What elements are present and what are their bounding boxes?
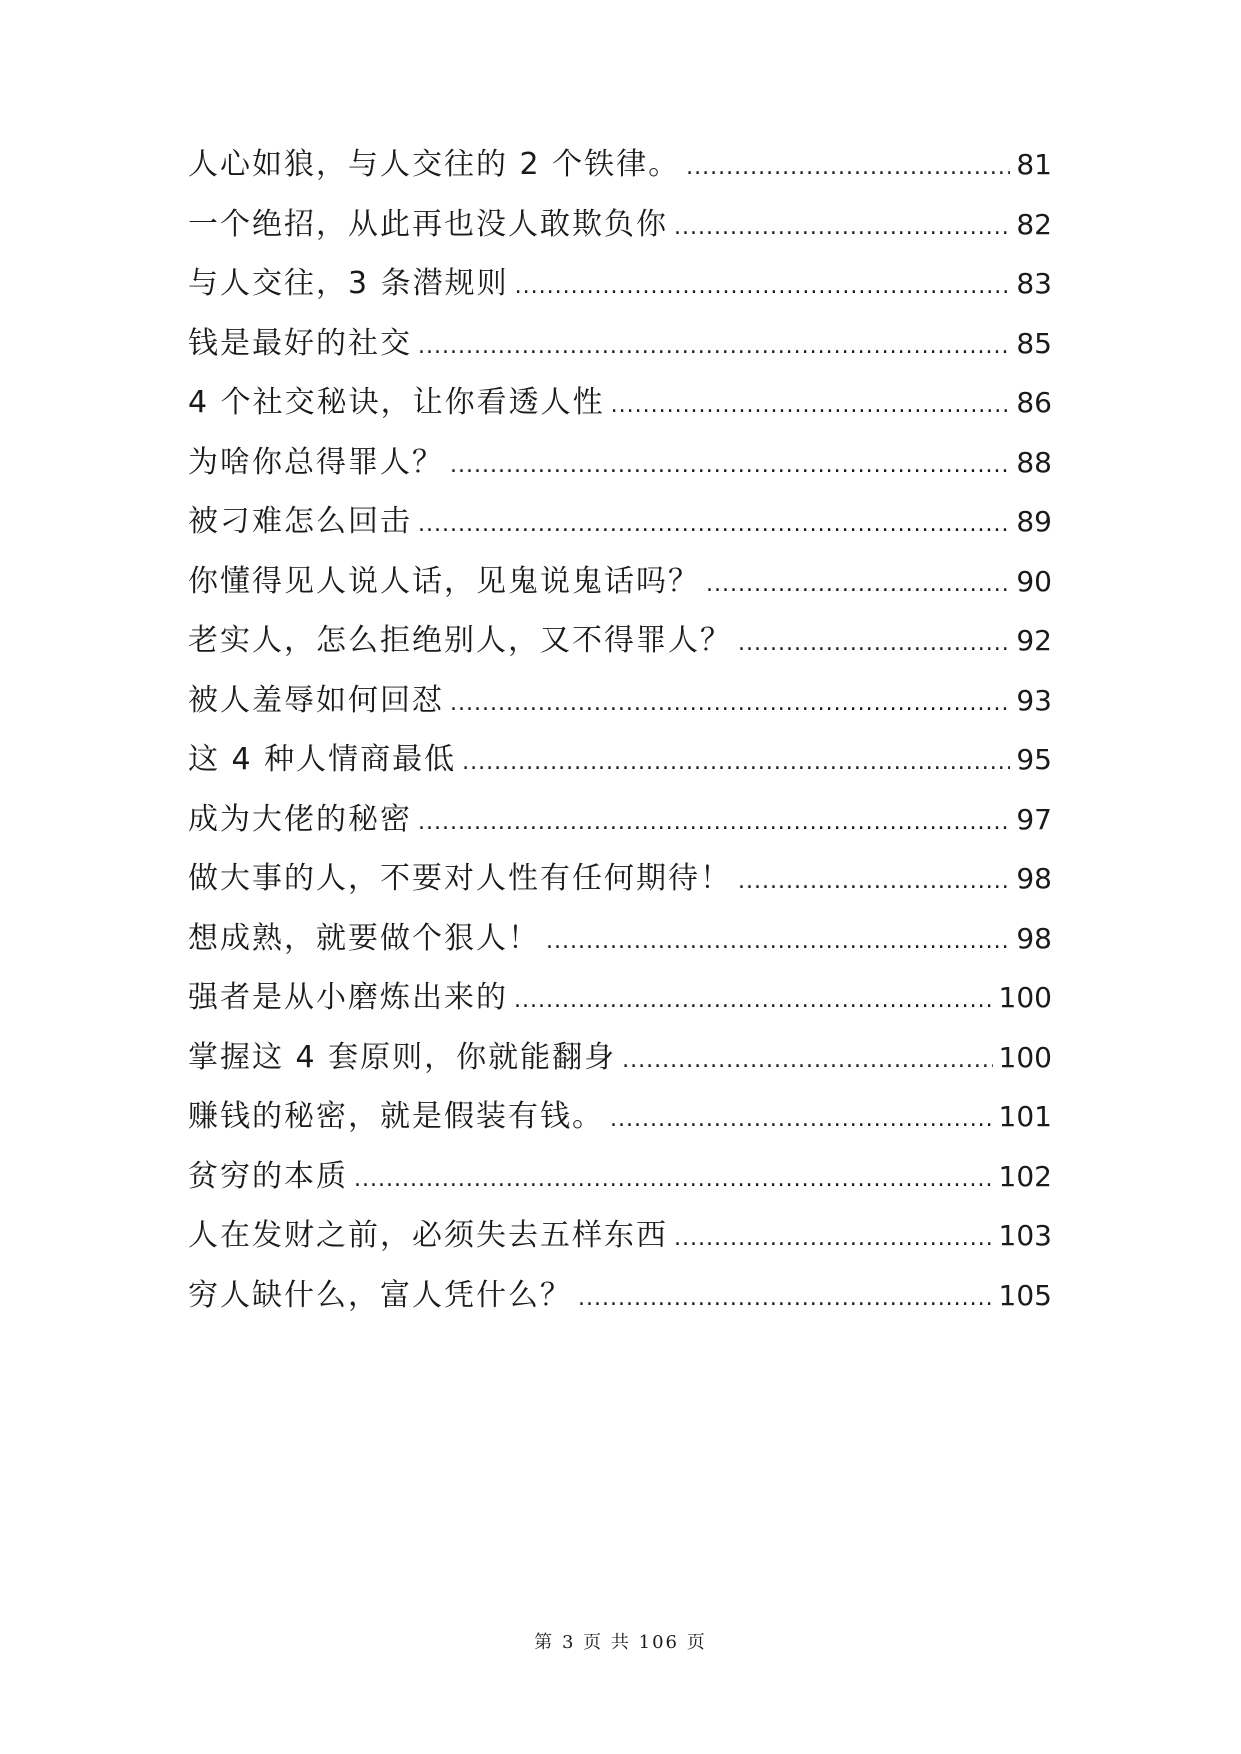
toc-entry-title: 赚钱的秘密，就是假装有钱。 bbox=[188, 1099, 604, 1134]
toc-dot-leader bbox=[622, 1041, 992, 1081]
toc-dot-leader bbox=[674, 208, 1010, 248]
toc-entry[interactable] bbox=[188, 978, 1052, 1038]
toc-dot-leader bbox=[418, 505, 1010, 545]
toc-dot-leader bbox=[514, 981, 993, 1021]
toc-dot-leader bbox=[686, 148, 1010, 188]
toc-dot-leader bbox=[578, 1279, 993, 1319]
toc-entry-title: 做大事的人，不要对人性有任何期待！ bbox=[188, 861, 732, 896]
toc-entry-page: 90 bbox=[1016, 564, 1052, 598]
toc-entry[interactable] bbox=[188, 1097, 1052, 1157]
toc-entry-title: 掌握这 4 套原则，你就能翻身 bbox=[188, 1039, 617, 1075]
toc-entry[interactable] bbox=[188, 919, 1052, 979]
table-of-contents bbox=[188, 145, 1052, 1335]
toc-dot-leader bbox=[674, 1219, 993, 1259]
toc-entry-page: 105 bbox=[998, 1278, 1052, 1312]
toc-entry-title: 强者是从小磨炼出来的 bbox=[188, 980, 508, 1015]
toc-dot-leader bbox=[610, 1100, 993, 1140]
toc-entry[interactable] bbox=[188, 1157, 1052, 1217]
toc-entry-title: 为啥你总得罪人？ bbox=[188, 444, 444, 480]
toc-entry-title: 人心如狼，与人交往的 2 个铁律。 bbox=[188, 147, 681, 182]
toc-entry-title: 4 个社交秘诀，让你看透人性 bbox=[188, 385, 605, 420]
toc-entry-page: 95 bbox=[1016, 743, 1052, 776]
toc-entry-title: 被刁难怎么回击 bbox=[188, 504, 412, 539]
toc-entry[interactable] bbox=[188, 562, 1052, 622]
toc-entry[interactable] bbox=[188, 859, 1052, 919]
toc-dot-leader bbox=[354, 1160, 993, 1200]
toc-entry-title: 穷人缺什么，富人凭什么？ bbox=[188, 1277, 572, 1313]
toc-entry[interactable] bbox=[188, 443, 1052, 503]
toc-dot-leader bbox=[450, 684, 1010, 724]
toc-entry[interactable] bbox=[188, 264, 1052, 324]
toc-entry-page: 81 bbox=[1016, 148, 1052, 181]
page-footer: 第 3 页 共 106 页 bbox=[534, 1632, 707, 1653]
toc-entry-title: 想成熟，就要做个狠人！ bbox=[188, 920, 540, 956]
toc-entry-title: 被人羞辱如何回怼 bbox=[188, 682, 444, 718]
toc-dot-leader bbox=[418, 327, 1010, 367]
toc-entry-title: 人在发财之前，必须失去五样东西 bbox=[188, 1218, 668, 1253]
toc-entry-page: 86 bbox=[1016, 386, 1052, 419]
toc-entry-title: 老实人，怎么拒绝别人，又不得罪人？ bbox=[188, 623, 732, 658]
toc-entry-title: 这 4 种人情商最低 bbox=[188, 742, 457, 777]
toc-entry-page: 85 bbox=[1016, 326, 1052, 360]
toc-entry-page: 98 bbox=[1016, 862, 1052, 895]
toc-entry-page: 101 bbox=[998, 1100, 1052, 1133]
toc-entry[interactable] bbox=[188, 1276, 1052, 1336]
toc-entry-page: 97 bbox=[1016, 802, 1052, 836]
toc-entry-title: 钱是最好的社交 bbox=[188, 325, 412, 361]
toc-dot-leader bbox=[738, 624, 1010, 664]
toc-entry-page: 92 bbox=[1016, 624, 1052, 657]
toc-dot-leader bbox=[462, 743, 1010, 783]
toc-entry-page: 100 bbox=[998, 1040, 1052, 1074]
toc-entry[interactable] bbox=[188, 205, 1052, 265]
toc-entry[interactable] bbox=[188, 324, 1052, 384]
toc-entry[interactable] bbox=[188, 681, 1052, 741]
toc-dot-leader bbox=[450, 446, 1010, 486]
toc-entry-title: 贫穷的本质 bbox=[188, 1158, 348, 1194]
toc-entry[interactable] bbox=[188, 740, 1052, 800]
toc-dot-leader bbox=[515, 267, 1011, 307]
toc-entry-page: 89 bbox=[1016, 505, 1052, 538]
toc-entry[interactable] bbox=[188, 1038, 1052, 1098]
toc-dot-leader bbox=[546, 922, 1010, 962]
toc-entry-title: 你懂得见人说人话，见鬼说鬼话吗？ bbox=[188, 563, 700, 599]
toc-entry[interactable] bbox=[188, 621, 1052, 681]
toc-entry-page: 93 bbox=[1016, 683, 1052, 717]
toc-dot-leader bbox=[611, 386, 1011, 426]
toc-entry[interactable] bbox=[188, 502, 1052, 562]
toc-entry-page: 100 bbox=[998, 981, 1052, 1014]
toc-entry-page: 82 bbox=[1016, 207, 1052, 241]
toc-entry-title: 与人交往，3 条潜规则 bbox=[188, 266, 509, 301]
toc-entry[interactable] bbox=[188, 145, 1052, 205]
toc-entry-page: 83 bbox=[1016, 267, 1052, 300]
toc-dot-leader bbox=[418, 803, 1010, 843]
toc-entry-page: 103 bbox=[998, 1219, 1052, 1252]
toc-entry-page: 98 bbox=[1016, 921, 1052, 955]
toc-dot-leader bbox=[706, 565, 1010, 605]
toc-entry-title: 一个绝招，从此再也没人敢欺负你 bbox=[188, 206, 668, 242]
toc-entry-page: 102 bbox=[998, 1159, 1052, 1193]
toc-entry-page: 88 bbox=[1016, 445, 1052, 479]
toc-entry[interactable] bbox=[188, 383, 1052, 443]
toc-entry-title: 成为大佬的秘密 bbox=[188, 801, 412, 837]
toc-entry[interactable] bbox=[188, 800, 1052, 860]
toc-entry[interactable] bbox=[188, 1216, 1052, 1276]
toc-dot-leader bbox=[738, 862, 1010, 902]
